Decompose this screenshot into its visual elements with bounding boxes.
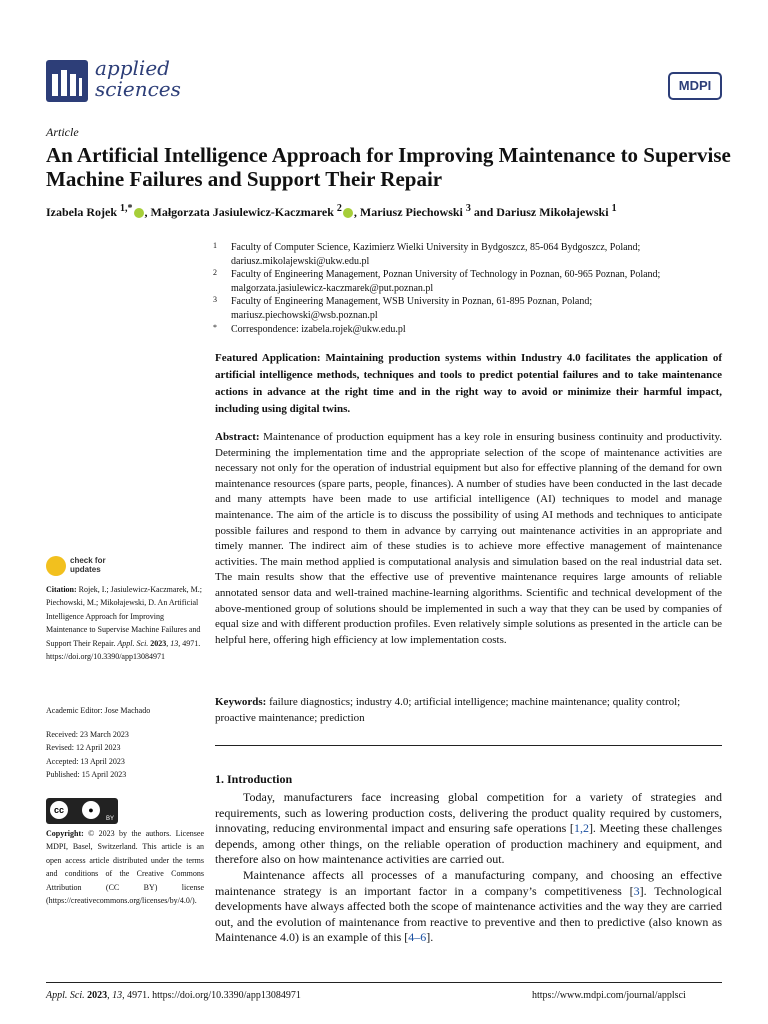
check-updates-line2: updates — [70, 565, 101, 574]
paper-title: An Artificial Intelligence Approach for Improving Maintenance to Supervise Machine Failures and Support Their Repair — [46, 143, 731, 191]
featured-text: Maintaining production systems within Industry 4.0 facilitates the application of artificial intelligence methods, techniques and tools to predict potential failures and to take maintenance actions in advance at the right time and in the right way to avoid or minimize their harmful impact, including using digital twins. — [215, 352, 722, 415]
affiliation-text: Faculty of Engineering Management, WSB University in Poznan, 61-895 Poznan, Poland; mariusz.piechowski@wsb.poznan.pl — [231, 296, 593, 321]
footer-journal-url[interactable]: https://www.mdpi.com/journal/applsci — [532, 990, 686, 1001]
author-2[interactable]: , Małgorzata Jasiulewicz-Kaczmarek — [144, 205, 334, 219]
published-date: Published: 15 April 2023 — [46, 770, 127, 780]
citation-link[interactable]: 1,2 — [573, 821, 589, 836]
affiliation-text: Faculty of Engineering Management, Poznan University of Technology in Poznan, 60-965 Poznan, Poland; malgorzata.jasiulewicz-kaczmarek@put.poznan.pl — [231, 269, 661, 294]
journal-name-line2: sciences — [95, 77, 181, 101]
citation-label: Citation: — [46, 585, 77, 594]
section-heading: 1. Introduction — [215, 772, 293, 786]
author-list — [46, 203, 617, 220]
paragraph-text: ]. — [426, 930, 434, 945]
cc-icon: cc — [50, 801, 68, 819]
keywords — [215, 695, 722, 726]
citation-link[interactable]: 3 — [633, 883, 640, 898]
paragraph — [215, 790, 722, 868]
article-type: Article — [46, 125, 79, 139]
received-date: Received: 23 March 2023 — [46, 730, 129, 739]
orcid-icon[interactable] — [343, 208, 353, 218]
affiliation-item — [213, 241, 733, 268]
citation-doi[interactable]: , 4971. https://doi.org/10.3390/app13084971 — [46, 638, 201, 662]
orcid-icon[interactable] — [134, 208, 144, 218]
affiliation-item — [213, 268, 733, 295]
cc-by-label: BY — [105, 816, 114, 822]
citation-volume: 13 — [170, 638, 179, 648]
citation-journal: Appl. Sci. — [117, 638, 149, 648]
citation-block: Citation: Rojek, I.; Jasiulewicz-Kaczmarek, M.; Piechowski, M.; Mikołajewski, D. An Artificial Intelligence Approach for Improving Maintenance to Supervise Machine Failures and Support Their Repair. Appl. Sci. 2023, 13, 4971. https://doi.org/10.3390/app13084971 — [46, 585, 202, 662]
author-4[interactable]: and Dariusz Mikołajewski — [473, 205, 609, 219]
copyright-text: © 2023 by the authors. Licensee MDPI, Basel, Switzerland. This article is an open access article distributed under the terms and conditions of the Creative Commons Attribution (CC BY) license (https://creativecommons.org/licenses/by/4.0/). — [46, 829, 204, 906]
affiliation-mark: 3 — [213, 295, 217, 305]
introduction-body — [215, 790, 722, 946]
keywords-label: Keywords: — [215, 696, 267, 708]
featured-label: Featured Application: — [215, 352, 321, 364]
divider — [215, 745, 722, 746]
copyright-block — [46, 827, 204, 907]
citation-link[interactable]: 4–6 — [408, 930, 427, 945]
abstract — [215, 430, 722, 648]
journal-name[interactable] — [95, 58, 181, 100]
abstract-label: Abstract: — [215, 431, 260, 443]
affiliations — [213, 241, 733, 336]
check-updates-line1: check for — [70, 556, 106, 565]
paragraph-text: ]. Technological developments have always affected both the scope of maintenance activities and the way they are carried out, and the evolution of maintenance from reactive to preventive and then to predictive (also known as Maintenance 4.0) is an example of this [ — [215, 883, 723, 945]
affiliation-item — [213, 323, 733, 337]
author-1-affil: 1,* — [120, 203, 133, 214]
academic-editor: Academic Editor: Jose Machado — [46, 706, 151, 715]
accepted-date: Accepted: 13 April 2023 — [46, 756, 125, 766]
person-icon: ● — [82, 801, 100, 819]
dates-block — [46, 728, 204, 782]
author-2-affil: 2 — [336, 203, 342, 214]
citation-year: 2023 — [150, 638, 167, 648]
affiliation-text: Correspondence: izabela.rojek@ukw.edu.pl — [231, 323, 406, 335]
publisher-logo[interactable]: MDPI — [668, 72, 722, 100]
affiliation-mark: 2 — [213, 268, 217, 278]
author-3-affil: 3 — [465, 203, 471, 214]
affiliation-mark: * — [213, 322, 217, 332]
journal-name-line1: applied — [95, 56, 170, 80]
abstract-text: Maintenance of production equipment has a key role in ensuring business continuity and productivity. Determining the implementation time and the appropriate selection of the scope of maintenance activities are necessary not only for the operation of industrial equipment but also for effective planning of the demand for own maintenance resources (spare parts, people, finances). A number of studies have been conducted in the last decade and many attempts have been made to use artificial intelligence (AI) techniques to model and manage maintenance. The aim of the article is to discuss the possibility of using AI methods and techniques to anticipate possible failures and respond to them in advance by carrying out maintenance activities in an appropriate and timely manner. The indirect aim of these studies is to achieve more effective management of maintenance activities. The main method applied is computational analysis and simulation based on the real industrial data set. The main results show that the effective use of preventive maintenance requires large amounts of reliable annotated sensor data and well-trained machine-learning algorithms. Scientific and technical development of the above-mentioned group of solutions should be implemented in such a way that they can be used by companies of equal size and with different production profiles. Even relatively simple solutions as presented in the article can be helpful here, offering high efficiency at low implementation costs. — [215, 431, 722, 646]
author-3[interactable]: , Mariusz Piechowski — [353, 205, 463, 219]
footer-doi[interactable]: , 4971. https://doi.org/10.3390/app13084971 — [122, 990, 301, 1001]
footer-volume: 13 — [112, 990, 123, 1001]
paragraph — [215, 868, 722, 946]
paragraph-text: Maintenance affects all processes of a manufacturing company, and choosing an effective maintenance strategy is an important factor in a company’s competitiveness [ — [215, 867, 722, 898]
cc-by-license-badge[interactable] — [46, 798, 118, 824]
footer-journal: Appl. Sci. — [46, 990, 85, 1001]
check-updates-text — [70, 556, 130, 574]
footer-citation: Appl. Sci. 2023, 13, 4971. https://doi.org/10.3390/app13084971 — [46, 990, 301, 1001]
affiliation-mark: 1 — [213, 241, 217, 250]
affiliation-text: Faculty of Computer Science, Kazimierz Wielki University in Bydgoszcz, 85-064 Bydgoszcz, Poland; dariusz.mikolajewski@ukw.edu.pl — [231, 242, 641, 267]
author-1[interactable]: Izabela Rojek — [46, 205, 117, 219]
footer-year: 2023 — [87, 990, 108, 1001]
affiliation-item — [213, 295, 733, 322]
journal-logo — [46, 60, 88, 102]
paragraph-text: ]. Meeting these challenges depends, among other things, on the reliable operation of production machinery and equipment, and therefore also on how maintenance activities are carried out. — [215, 821, 722, 867]
check-updates-icon — [46, 556, 66, 576]
copyright-label: Copyright: — [46, 829, 84, 838]
keywords-text: failure diagnostics; industry 4.0; artificial intelligence; machine maintenance; quality control; proactive maintenance; prediction — [215, 696, 681, 724]
featured-application — [215, 350, 722, 418]
footer-divider — [46, 982, 722, 983]
citation-text: Rojek, I.; Jasiulewicz-Kaczmarek, M.; Piechowski, M.; Mikołajewski, D. An Artificial Intelligence Approach for Improving Maintenance to Supervise Machine Failures and Support Their Repair. — [46, 585, 202, 648]
revised-date: Revised: 12 April 2023 — [46, 743, 121, 753]
paragraph-text: Today, manufacturers face increasing global competition for a variety of strategies and requirements, such as lowering production costs, delivering the product quality required by customers, innovating, reducing environmental impact and ensuring safe operations [ — [215, 790, 722, 836]
author-4-affil: 1 — [611, 203, 617, 214]
